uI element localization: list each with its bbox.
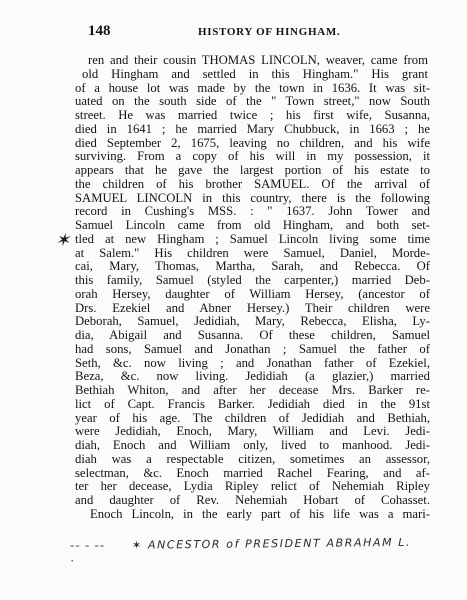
text-line: uated on the south side of the " Town street," now South xyxy=(75,94,430,109)
text-line: diah was a respectable citizen, sometimes an assessor, xyxy=(75,451,430,466)
text-line: street. He was married twice ; his first wife, Susanna, xyxy=(75,108,430,122)
text-line: Seth, &c. now living ; and Jonathan father of Ezekiel, xyxy=(75,355,430,370)
text-line: SAMUEL LINCOLN in this country, there is the following xyxy=(75,190,430,205)
text-line: lict of Capt. Francis Barker. Jedidiah died in the 91st xyxy=(75,396,430,411)
text-line: appears that he gave the largest portion of his estate to xyxy=(75,163,430,177)
page-header xyxy=(88,23,425,43)
running-head: HISTORY OF HINGHAM. xyxy=(198,26,341,38)
text-line: at Salem." His children were Samuel, Daniel, Morde- xyxy=(75,245,430,260)
text-line: Enoch Lincoln, in the early part of his life was a mari- xyxy=(90,506,430,521)
text-line: year of his age. The children of Jedidiah and Bethiah, xyxy=(75,410,430,425)
text-line: selectman, &c. Enoch married Rachel Fearing, and af- xyxy=(75,465,430,480)
text-line: tled at new Hingham ; Samuel Lincoln living some time xyxy=(75,231,430,246)
text-line: Beza, &c. now living. Jedidiah (a glazier,) married xyxy=(75,369,430,384)
text-line: the children of his brother SAMUEL. Of the arrival of xyxy=(75,176,430,191)
text-line: Samuel Lincoln came from old Hingham, and both set- xyxy=(75,218,430,232)
text-line: and daughter of Rev. Nehemiah Hobart of Cohasset. xyxy=(75,493,430,507)
page-number: 148 xyxy=(88,23,111,39)
text-line: dia, Abigail and Susanna. Of these children, Samuel xyxy=(75,328,430,342)
text-line: this family, Samuel (styled the carpenter,) married Deb- xyxy=(75,273,430,287)
text-line: old Hingham and settled in this Hingham." His grant xyxy=(82,66,428,81)
text-line: ren and their cousin THOMAS LINCOLN, weaver, came from xyxy=(88,53,428,67)
body-text xyxy=(0,53,467,523)
text-line: of a house lot was made by the town in 1636. It was sit- xyxy=(75,80,430,95)
pencil-dash-mark: -- - -- · xyxy=(70,537,106,568)
text-line: surviving. From a copy of his will in my possession, it xyxy=(75,149,430,164)
margin-asterisk-mark: ✶ xyxy=(55,230,71,250)
text-line: ter her decease, Lydia Ripley relict of Nehemiah Ripley xyxy=(75,479,430,494)
text-line: died in 1641 ; he married Mary Chubbuck, in 1663 ; he xyxy=(75,121,430,136)
text-line: Deborah, Samuel, Jedidiah, Mary, Rebecca, Elisha, Ly- xyxy=(75,314,430,329)
handwritten-annotation: ✶ ANCESTOR of PRESIDENT ABRAHAM L. xyxy=(131,535,412,552)
text-line: Bethiah Whiton, and after her decease Mrs. Barker re- xyxy=(75,383,430,397)
text-line: cai, Mary, Thomas, Martha, Sarah, and Rebecca. Of xyxy=(75,259,430,274)
text-line: died September 2, 1675, leaving no children, and his wife xyxy=(75,135,430,150)
text-line: record in Cushing's MSS. : " 1637. John Tower and xyxy=(75,204,430,219)
text-line: diah, Enoch and William only, lived to manhood. Jedi- xyxy=(75,438,430,452)
text-line: Drs. Ezekiel and Abner Hersey.) Their children were xyxy=(75,300,430,315)
text-line: orah Hersey, daughter of William Hersey, (ancestor of xyxy=(75,286,430,301)
text-line: had sons, Samuel and Jonathan ; Samuel the father of xyxy=(75,341,430,356)
text-line: were Jedidiah, Enoch, Mary, William and Levi. Jedi- xyxy=(75,424,430,439)
